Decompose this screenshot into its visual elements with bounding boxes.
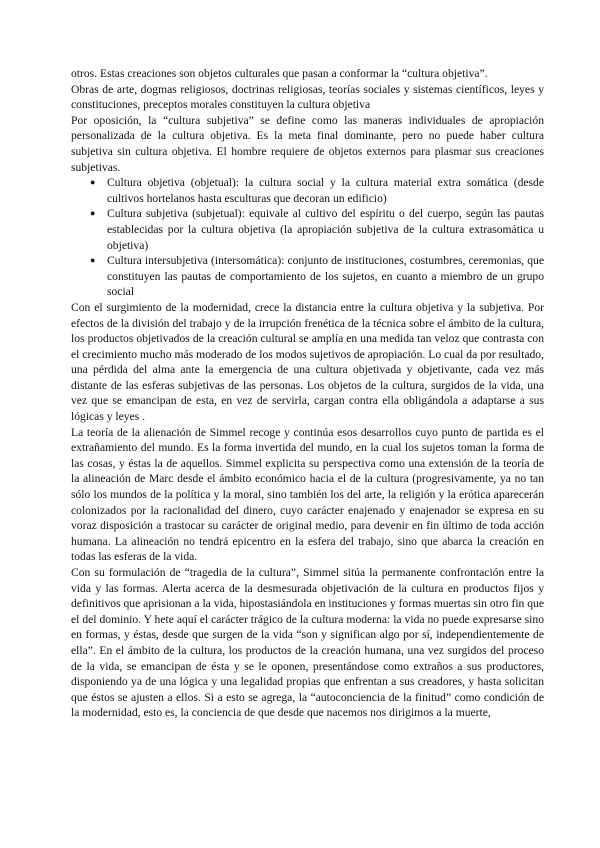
culture-types-list [71,175,544,300]
list-item-text: Cultura intersubjetiva (intersomática): conjunto de instituciones, costumbres, ceremonias, que constituyen las pautas de comportamiento de los sujetos, en cuanto a miembro de un grupo social [107,254,544,299]
paragraph-3: Por oposición, la “cultura subjetiva” se define como las maneras individuales de apropiación personalizada de la cultura objetiva. Es la meta final dominante, pero no puede haber cultura subjetiva sin cultura objetiva. El hombre requiere de objetos externos para plasmar sus creaciones subjetivas. [71,113,544,174]
list-item-text: Cultura objetiva (objetual): la cultura social y la cultura material extra somática (desde cultivos hortelanos hasta esculturas que decoran un edificio) [107,176,544,205]
bullet-icon: ● [90,208,96,219]
bullet-icon: ● [90,255,96,266]
paragraph-4: Con el surgimiento de la modernidad, crece la distancia entre la cultura objetiva y la subjetiva. Por efectos de la división del trabajo y de la irrupción frenética de la técnica sobre el ámbito de la cultura, los productos objetivados de la creación cultural se amplía en una medida tan veloz que contrasta con el crecimiento mucho más moderado de los modos sujetivos de apropiación. Lo cual da por resultado, una pérdida del alma ante la emergencia de una cultura objetivada y objetivante, cada vez más distante de las esferas subjetivas de las personas. Los objetos de la cultura, surgidos de la vida, una vez que se emancipan de esta, en vez de servirla, cargan contra ella obligándola a adaptarse a sus lógicas y leyes . [71,300,544,424]
paragraph-5: La teoría de la alienación de Simmel recoge y continúa esos desarrollos cuyo punto de partida es el extrañamiento del mundo. Es la forma invertida del mundo, en la cual los sujetos toman la forma de las cosas, y éstas la de aquellos. Simmel explicita su perspectiva como una extensión de la teoría de la alineación de Marc desde el ámbito económico hacia el de la cultura (progresivamente, ya no tan sólo los mundos de la política y la moral, sino también los del arte, la religión y la erótica aparecerán colonizados por la racionalidad del dinero, cuyo carácter enajenado y enajenador se expresa en su voraz disposición a trastocar su carácter de original medio, para devenir en fin último de toda acción humana. La alineación no tendrá epicentro en la esfera del trabajo, sino que abarca la creación en todas las esferas de la vida. [71,425,544,564]
paragraph-6: Con su formulación de “tragedia de la cultura”, Simmel sitúa la permanente confrontación entre la vida y las formas. Alerta acerca de la desmesurada objetivación de la cultura en productos fijos y definitivos que aprisionan a la vida, hipostasiándola en instituciones y formas muertas sin otro fin que el del dominio. Y hete aquí el carácter trágico de la cultura moderna: la vida no puede expresarse sino en formas, y éstas, desde que surgen de la vida “son y significan algo por sí, independientemente de ella”. En el ámbito de la cultura, los productos de la creación humana, una vez surgidos del proceso de la vida, se emancipan de ésta y se le oponen, presentándose como extraños a sus productores, disponiendo ya de una lógica y una legalidad propias que enfrentan a sus creadores, y hasta solicitan que éstos se ajusten a ellos. Si a esto se agrega, la “autoconciencia de la finitud” como condición de la modernidad, esto es, la conciencia de que desde que nacemos nos dirigimos a la muerte, [71,566,544,720]
list-item [90,175,544,206]
list-item [90,253,544,300]
paragraph-2: Obras de arte, dogmas religiosos, doctrinas religiosas, teorías sociales y sistemas científicos, leyes y constituciones, preceptos morales constituyen la cultura objetiva [71,82,544,112]
list-item [90,206,544,253]
bullet-icon: ● [90,177,96,188]
list-item-text: Cultura subjetiva (subjetual): equivale al cultivo del espíritu o del cuerpo, según las pautas establecidas por la cultura objetiva (la apropiación subjetiva de la cultura extrasomática u objetiva) [107,207,544,252]
paragraph-1: otros. Estas creaciones son objetos culturales que pasan a conformar la “cultura objetiva”. [71,67,488,80]
document-page [71,66,544,721]
